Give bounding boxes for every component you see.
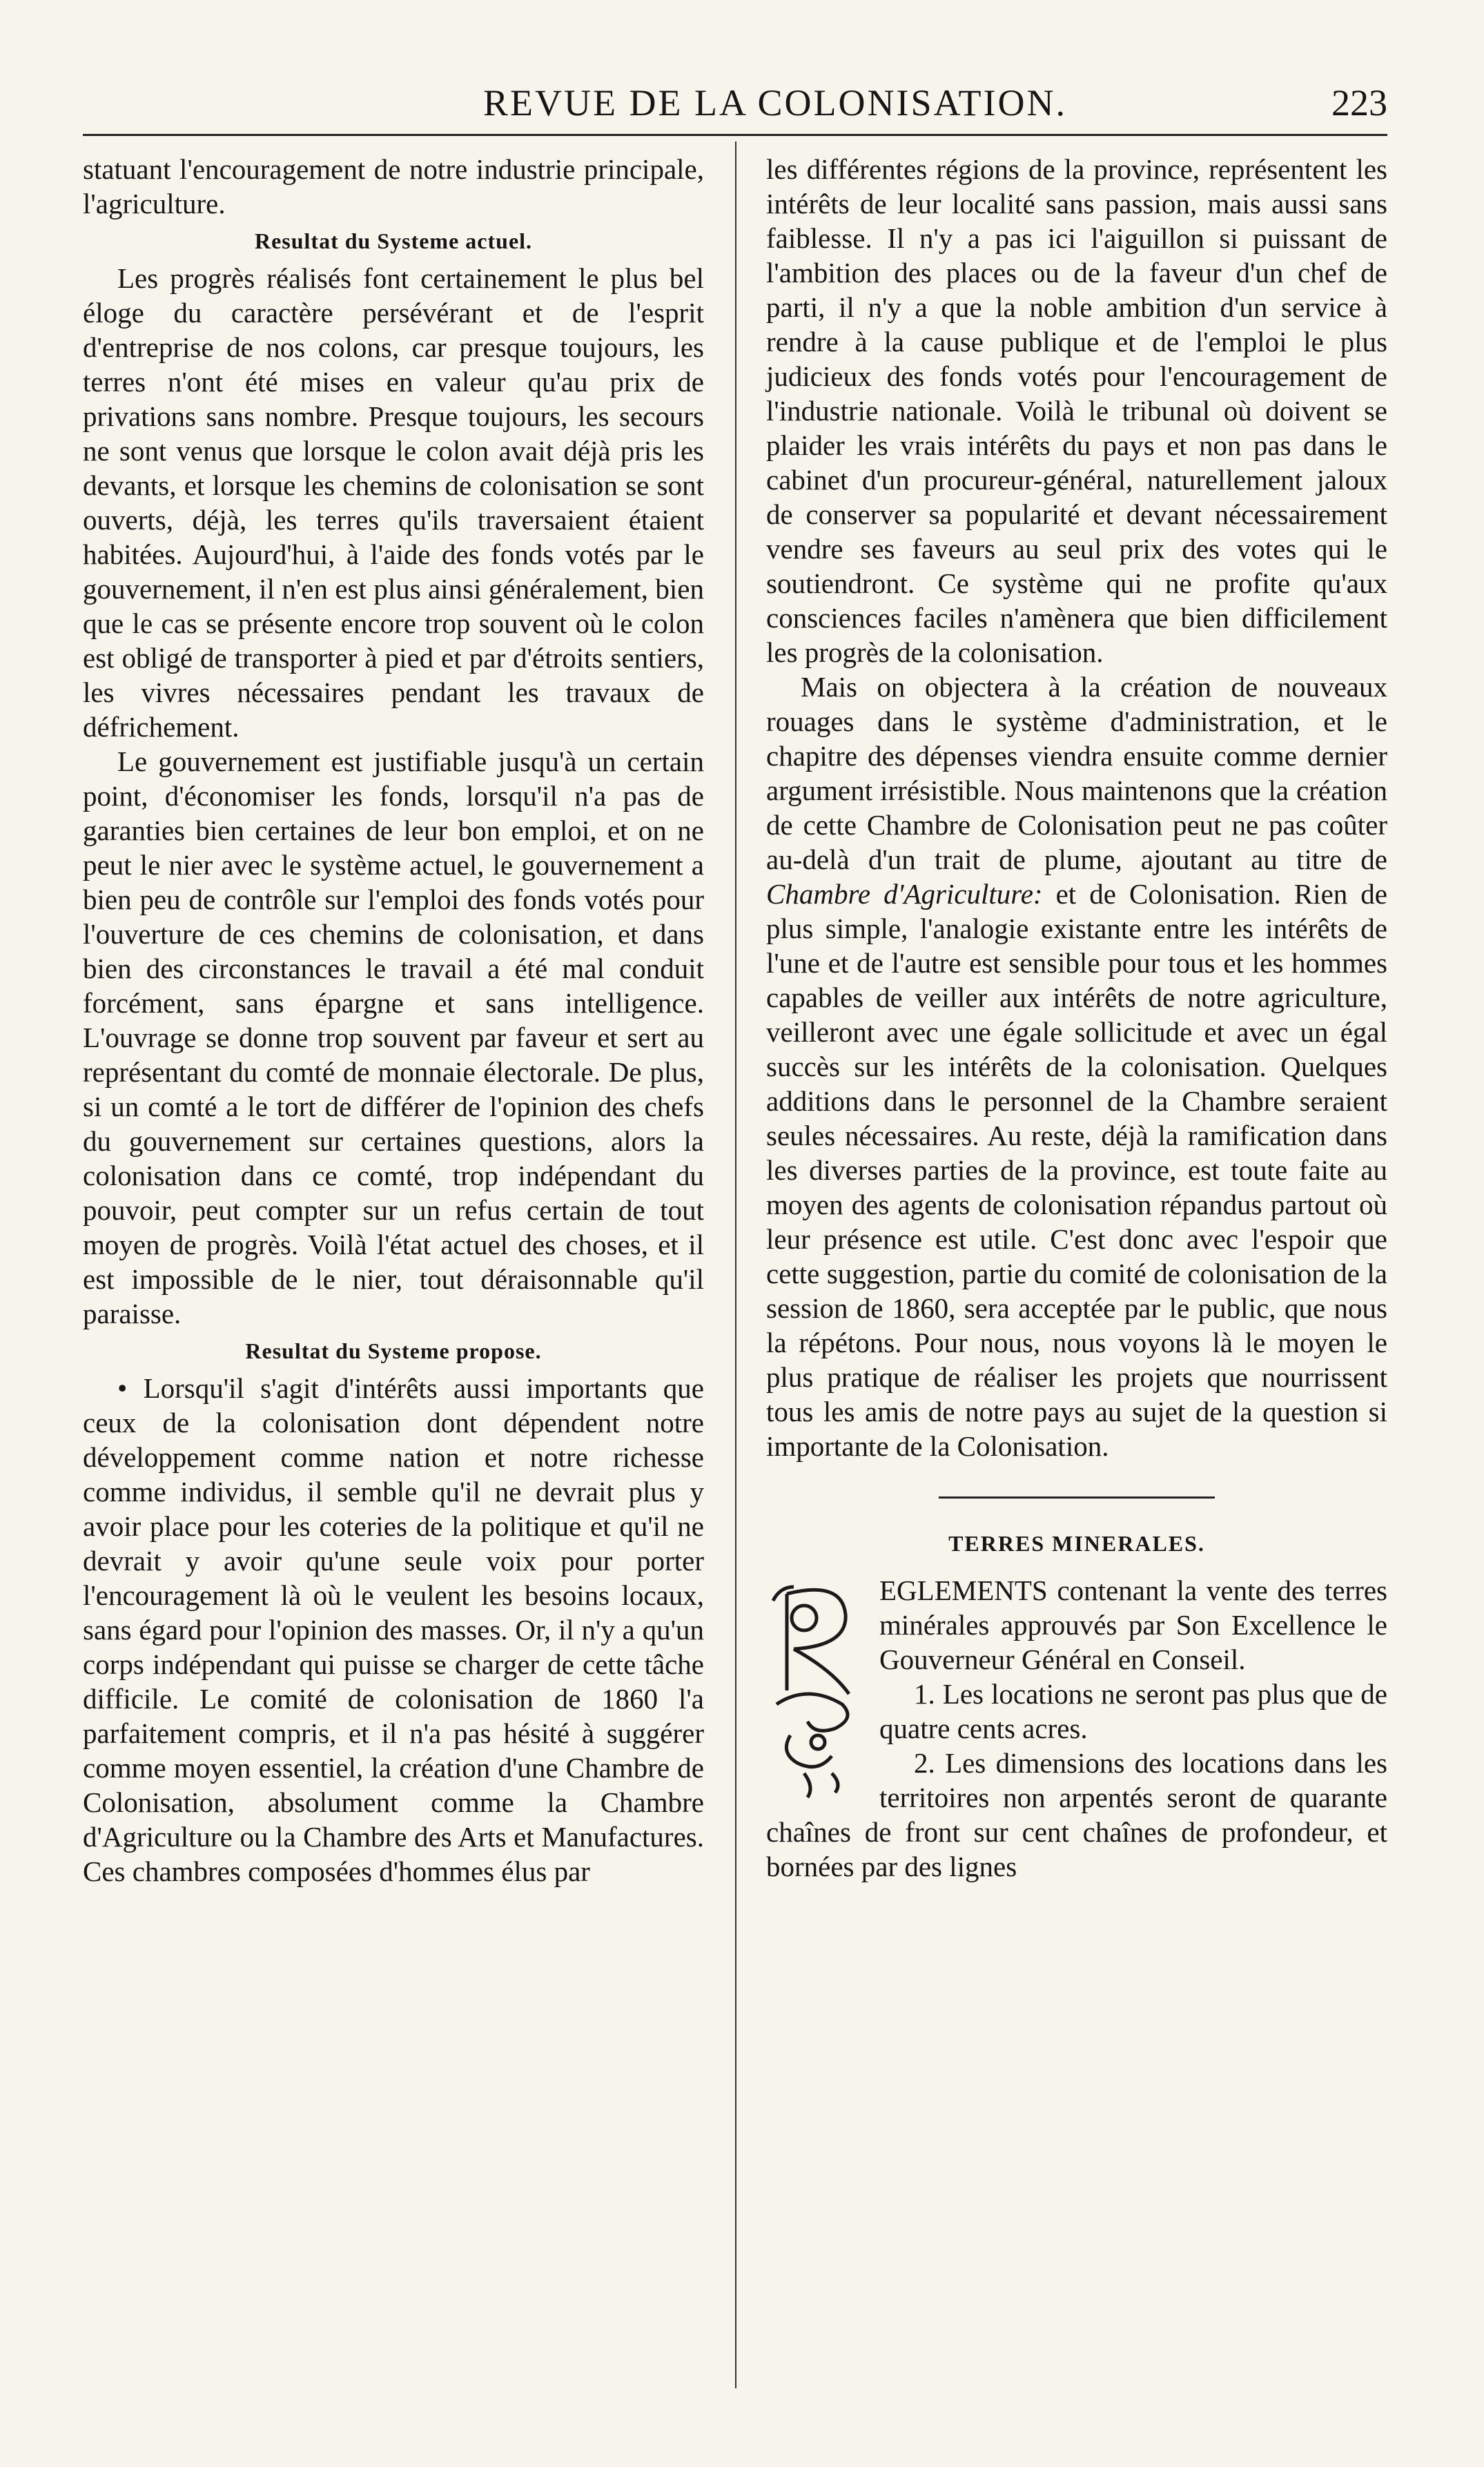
italic-chamber-title: Chambre d'Agriculture: xyxy=(766,878,1043,910)
left-paragraph-3: Le gouvernement est justifiable jusqu'à un certain point, d'économiser les fonds, lorsqu'il n'a pas de garanties bien certaines de leur bon emploi, et on ne peut le nier avec le système actuel, le gouvernement a bien peu de contrôle sur l'emploi des fonds votés pour l'ouverture de ces chemins de colonisation, et dans bien des circonstances le travail a été mal conduit forcément, sans épargne et sans intelligence. L'ouvrage se donne trop souvent par faveur et sert au représentant du comté de monnaie électorale. De plus, si un comté a le tort de différer de l'opinion des chefs du gouvernement sur certaines questions, alors la colonisation dans ce comté, trop indépendant du pouvoir, peut compter sur un refus certain de tout moyen de progrès. Voilà l'état actuel des choses, et il est impossible de le nier, tout déraisonnable qu'il paraisse. xyxy=(83,745,704,1329)
left-column xyxy=(83,152,704,1889)
regulation-2: 2. Les dimensions des locations dans les territoires non arpentés seront de quarante chaînes de front sur cent chaînes de profondeur, et bornées par des lignes xyxy=(766,1747,1387,1882)
page-number: 223 xyxy=(1331,82,1387,124)
left-paragraph-2: Les progrès réalisés font certainement le plus bel éloge du caractère persévérant et de l'esprit d'entreprise de nos colons, car presque toujours, les terres n'ont été mises en valeur qu'au prix de privations sans nombre. Presque toujours, les secours ne sont venus que lorsque le colon avait déjà pris les devants, et lorsque les chemins de colonisation se sont ouverts, déjà, les terres qu'ils traversaient étaient habitées. Aujourd'hui, à l'aide des fonds votés par le gouvernement, il n'en est plus ainsi généralement, bien que le cas se présente encore trop souvent où le colon est obligé de transporter à pied et par d'étroits sentiers, les vivres nécessaires pendant les travaux de défrichement. xyxy=(83,262,704,743)
right-column xyxy=(766,152,1387,1884)
running-header xyxy=(83,76,1387,138)
subheading-proposed-system: Resultat du Systeme propose. xyxy=(245,1338,542,1363)
section-separator xyxy=(939,1496,1215,1499)
left-paragraph-4: • Lorsqu'il s'agit d'intérêts aussi importants que ceux de la colonisation dont dépendent notre développement comme nation et notre richesse comme individus, il semble qu'il ne devrait plus y avoir place pour les coteries de la politique et qu'il ne devrait y avoir qu'une seule voix pour porter l'encouragement là où le veulent les besoins locaux, sans égard pour l'opinion des masses. Or, il n'y a qu'un corps indépendant qui puisse se charger de cette tâche difficile. Le comité de colonisation de 1860 l'a parfaitement compris, et il n'a pas hésité à suggérer comme moyen essentiel, la création d'une Chambre de Colonisation, absolument comme la Chambre d'Agriculture ou la Chambre des Arts et Manufactures. Ces chambres composées d'hommes élus par xyxy=(83,1372,704,1887)
right-paragraph-2-start: Mais on objectera à la création de nouveaux rouages dans le système d'administration, et le chapitre des dépenses viendra ensuite comme dernier argument irrésistible. Nous maintenons que la création de cette Chambre de Colonisation peut ne pas coûter au-delà d'un trait de plume, ajoutant au titre de xyxy=(766,671,1387,875)
right-paragraph-2 xyxy=(766,670,1387,1463)
right-paragraph-2-end: et de Colonisation. Rien de plus simple, l'analogie existante entre les intérêts de l'une et de l'autre est sensible pour tous et les hommes capables de veiller aux intérêts de notre agriculture, veilleront avec une égale sollicitude et avec un égal succès sur les intérêts de la colonisation. Quelques additions dans le personnel de la Chambre seraient seules nécessaires. Au reste, déjà la ramification dans les diverses parties de la province, est toute faite au moyen des agents de colonisation répandus partout où leur présence est utile. C'est donc avec l'espoir que cette suggestion, partie du comité de colonisation de la session de 1860, sera acceptée par le public, que nous la répétons. Pour nous, nous voyons là le moyen le plus pratique de réaliser les projets que nourrissent tous les amis de notre pays au sujet de la question si importante de la Colonisation. xyxy=(766,878,1388,1462)
left-paragraph-1: statuant l'encouragement de notre industrie principale, l'agriculture. xyxy=(83,153,704,220)
header-rule xyxy=(83,134,1387,136)
column-divider xyxy=(735,142,736,2388)
regulations-block xyxy=(766,1573,1387,1884)
ornate-dropcap-r-icon xyxy=(766,1573,870,1801)
right-paragraph-1: les différentes régions de la province, représentent les intérêts de leur localité sans passion, mais aussi sans faiblesse. Il n'y a pas ici l'aiguillon si puissant de l'ambition des places ou de la faveur d'un chef de parti, il n'y a que la noble ambition d'un service à rendre à la cause publique et de l'emploi le plus judicieux des fonds votés pour l'encouragement de l'industrie nationale. Voilà le tribunal où doivent se plaider les vrais intérêts du pays et non pas dans le cabinet d'un procureur-général, naturellement jaloux de conserver sa popularité et devant nécessairement vendre ses faveurs au seul prix des votes qui le soutiendront. Ce système qui ne profite qu'aux consciences faciles n'amènera que bien difficilement les progrès de la colonisation. xyxy=(766,153,1387,668)
section-title: TERRES MINERALES. xyxy=(948,1531,1205,1556)
document-page xyxy=(83,76,1387,2409)
subheading-current-system: Resultat du Systeme actuel. xyxy=(254,228,533,253)
journal-title: REVUE DE LA COLONISATION. xyxy=(483,82,1067,124)
regulation-1: 1. Les locations ne seront pas plus que de quatre cents acres. xyxy=(879,1678,1387,1744)
regulations-intro: EGLEMENTS contenant la vente des terres minérales approuvés par Son Excellence le Gouverneur Général en Conseil. xyxy=(879,1574,1387,1675)
